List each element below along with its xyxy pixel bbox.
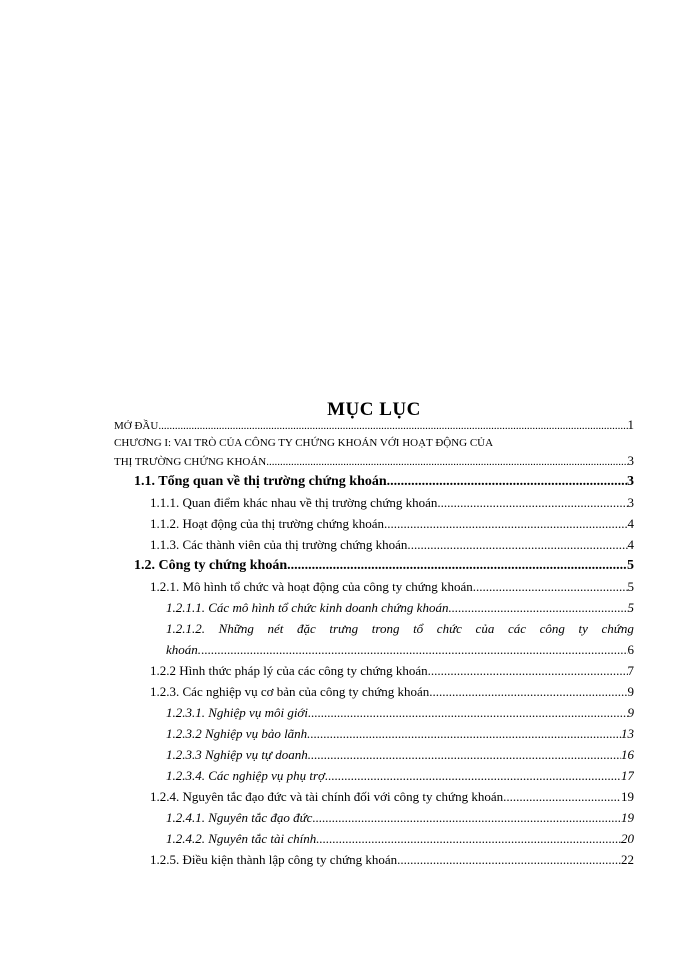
toc-entry-1-2-4[interactable] [114,786,634,807]
entry-page: 5 [627,579,634,594]
entry-page: 9 [627,705,634,720]
entry-page: 6 [627,642,634,657]
entry-word: chứng [601,621,634,636]
toc-entry-1-2-1[interactable] [114,576,634,597]
dot-leader [158,418,627,435]
toc-entry-1-1-1[interactable] [114,492,634,513]
entry-page: 4 [627,516,634,531]
dot-leader [400,849,621,870]
entry-page: 9 [627,684,634,699]
entry-page: 5 [627,558,634,573]
entry-word: của [475,621,495,636]
entry-page: 16 [621,747,634,762]
entry-label: 1.2.3.3 Nghiệp vụ tự doanh. [166,747,312,762]
entry-page: 4 [627,537,634,552]
entry-page: 5 [627,600,634,615]
entry-page: 19 [621,810,634,825]
entry-page: 19 [621,789,634,804]
entry-word: ty [578,621,588,636]
entry-label: 1.2.4. Nguyên tắc đạo đức và tài chính đối với công ty chứng khoán. [150,789,507,804]
dot-leader [328,765,621,786]
entry-page: 3 [627,495,634,510]
dot-leader [387,513,627,534]
toc-entry-1-2-1-2[interactable] [114,618,634,660]
toc-entry-1-2-3-4[interactable] [114,765,634,786]
dot-leader [390,471,627,492]
dot-leader [433,681,628,702]
toc-entry-1-2-3-2[interactable] [114,723,634,744]
entry-label-line1 [166,618,634,639]
toc-entry-1-2-4-1[interactable] [114,807,634,828]
dot-leader [201,639,627,660]
entry-label: 1.2.1. Mô hình tổ chức và hoạt động của công ty chứng khoán. [150,579,477,594]
entry-word: đặc [296,621,316,636]
entry-label: 1.2.5. Điều kiện thành lập công ty chứng khoán. [150,852,401,867]
entry-label: 1.2.3.4. Các nghiệp vụ phụ trợ. [166,768,329,783]
toc-entry-1-2-4-2[interactable] [114,828,634,849]
toc-entry-1-1-2[interactable] [114,513,634,534]
entry-word: chức [436,621,462,636]
dot-leader [411,534,628,555]
entry-word: Những [218,621,254,636]
toc-entry-1-1[interactable] [114,471,634,492]
entry-label-line2: THỊ TRƯỜNG CHỨNG KHOÁN [114,456,267,468]
entry-label: 1.2.4.2. Nguyên tắc tài chính. [166,831,320,846]
toc-entry-1-2-1-1[interactable] [114,597,634,618]
toc-entry-1-2-5[interactable] [114,849,634,870]
entry-label: 1.2.3. Các nghiệp vụ cơ bản của công ty chứng khoán. [150,684,433,699]
entry-label: 1.2.2 Hình thức pháp lý của các công ty chứng khoán. [150,663,431,678]
entry-label: 1.2. Công ty chứng khoán. [134,558,291,573]
entry-label: 1.2.1.1. Các mô hình tổ chức kinh doanh chứng khoán. [166,600,452,615]
toc-entry-1-2-3[interactable] [114,681,634,702]
entry-page: 1 [627,417,634,432]
entry-word: tổ [413,621,424,636]
toc-entry-1-2-3-3[interactable] [114,744,634,765]
toc-entry-1-2-3-1[interactable] [114,702,634,723]
toc-entry-1-2-2[interactable] [114,660,634,681]
entry-word: nét [267,621,284,636]
dot-leader [441,492,628,513]
entry-page: 7 [627,663,634,678]
entry-label: MỞ ĐẦU [114,420,159,432]
entry-word: trưng [329,621,359,636]
entry-word: công [539,621,565,636]
entry-label: 1.2.4.1. Nguyên tắc đạo đức. [166,810,316,825]
dot-leader [311,744,621,765]
dot-leader [431,660,628,681]
entry-word: các [507,621,526,636]
toc-entry-1-2[interactable] [114,555,634,576]
entry-label: 1.1. Tổng quan về thị trường chứng khoán. [134,474,391,489]
entry-page: 13 [621,726,634,741]
table-of-contents [114,400,634,870]
entry-label: 1.2.3.1. Nghiệp vụ môi giới [166,705,308,720]
entry-label-line1: CHƯƠNG I: VAI TRÒ CỦA CÔNG TY CHỨNG KHOÁN VỚI HOẠT ĐỘNG CỦA [114,437,494,449]
dot-leader [506,786,621,807]
dot-leader [308,702,628,723]
dot-leader [452,597,628,618]
entry-page: 20 [621,831,634,846]
entry-word: trong [371,621,400,636]
entry-word: 1.2.1.2. [166,621,205,636]
entry-page: 22 [621,852,634,867]
dot-leader [310,723,621,744]
entry-label: 1.1.1. Quan điểm khác nhau về thị trường chứng khoán. [150,495,441,510]
entry-label: 1.1.3. Các thành viên của thị trường chứng khoán. [150,537,411,552]
entry-page: 3 [627,453,634,468]
dot-leader [266,454,627,471]
dot-leader [291,555,627,576]
toc-title: MỤC LỤC [327,399,421,420]
dot-leader [319,828,621,849]
entry-label: 1.2.3.2 Nghiệp vụ bảo lãnh. [166,726,311,741]
dot-leader [476,576,627,597]
toc-entry-intro[interactable] [114,416,634,435]
entry-label-line2: khoán. [166,642,202,657]
entry-page: 3 [627,474,634,489]
toc-entry-chapter-1[interactable] [114,435,634,471]
toc-entry-1-1-3[interactable] [114,534,634,555]
dot-leader [316,807,621,828]
entry-page: 17 [621,768,634,783]
entry-label: 1.1.2. Hoạt động của thị trường chứng khoán. [150,516,388,531]
